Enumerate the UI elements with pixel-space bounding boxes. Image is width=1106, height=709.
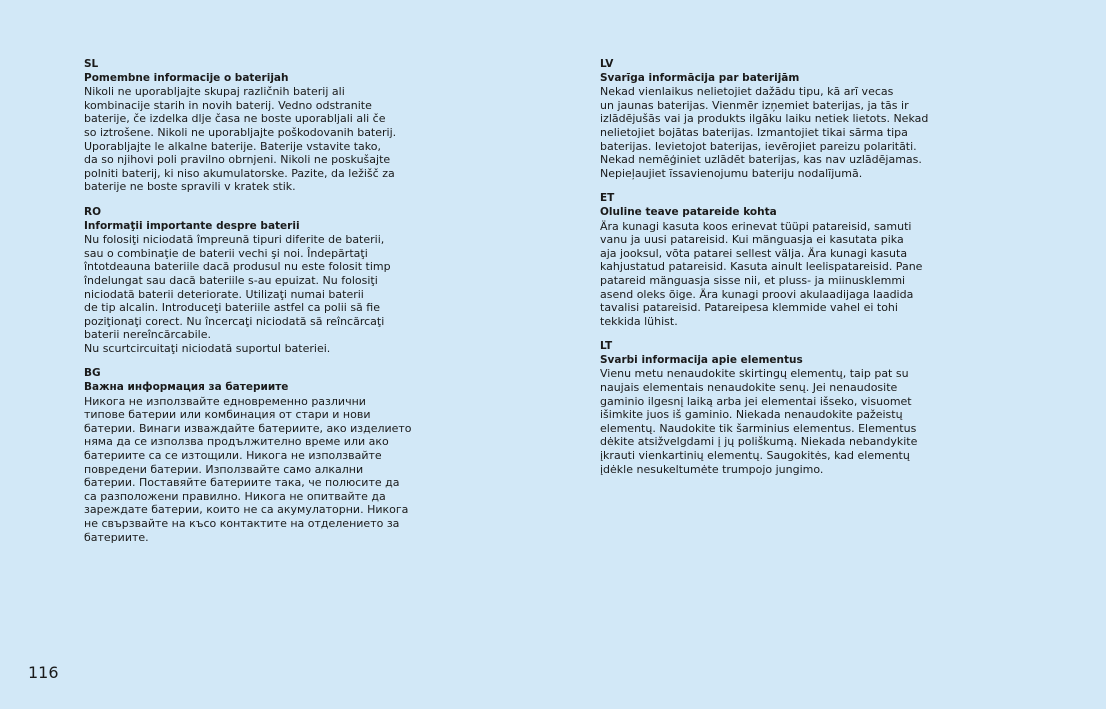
section-body: Никога не използвайте едновременно различни типове батерии или комбинация от стари и нови батерии. Винаги изваждайте батериите, ако изделието няма да се използва продължително време или ако батериите са се изтощили. Никога не използвайте повредени батерии. Използвайте само алкални батерии. Поставяйте батериите така, че полюсите да са разположени правилно. Никога не опитвайте да зареждате батерии, които не са акумулаторни. Никога не свързвайте на късо контактите на отделението за батериите. xyxy=(84,394,412,544)
language-code: LT xyxy=(600,340,613,353)
language-code: BG xyxy=(84,367,101,380)
left-column xyxy=(84,58,429,556)
section-lt xyxy=(600,340,945,476)
section-heading: Pomembne informacije o baterijah xyxy=(84,71,289,84)
section-heading: Informaţii importante despre baterii xyxy=(84,219,300,232)
language-code: SL xyxy=(84,58,99,70)
language-code: RO xyxy=(84,205,102,218)
section-lv xyxy=(600,58,945,180)
section-ro xyxy=(84,206,429,356)
language-code: ET xyxy=(600,192,615,205)
section-sl xyxy=(84,58,429,194)
section-heading: Svarbi informacija apie elementus xyxy=(600,353,803,366)
section-et xyxy=(600,192,945,328)
section-bg xyxy=(84,367,429,544)
section-body: Ära kunagi kasuta koos erinevat tüüpi patareisid, samuti vanu ja uusi patareisid. Kui mänguasja ei kasutata pika aja jooksul, võta patarei sellest välja. Ära kunagi kasuta kahjustatud patareisid. Kasuta ainult leelispatareisid. Pane patareid mänguasja sisse nii, et pluss- ja miinusklemmi asend oleks õige. Ära kunagi proovi akulaadijaga laadida tavalisi patareisid. Patareipesa klemmide vahel ei tohi tekkida lühist. xyxy=(600,219,923,328)
section-heading: Oluline teave patareide kohta xyxy=(600,205,777,218)
section-body: Nekad vienlaikus nelietojiet dažādu tipu, kā arī vecas un jaunas baterijas. Vienmēr izņemiet baterijas, ja tās ir izlādējušās vai ja produkts ilgāku laiku netiek lietots. Nekad nelietojiet bojātas baterijas. Izmantojiet tikai sārma tipa baterijas. Ievietojot baterijas, ievērojiet pareizu polaritāti. Nekad nemēģiniet uzlādēt baterijas, kas nav uzlādējamas. Nepieļaujiet īssavienojumu bateriju nodalījumā. xyxy=(600,85,929,180)
right-column xyxy=(600,58,945,488)
section-heading: Svarīga informācija par baterijām xyxy=(600,71,800,84)
section-body: Nikoli ne uporabljajte skupaj različnih baterij ali kombinacije starih in novih baterij. Vedno odstranite baterije, če izdelka dlje časa ne boste uporabljali ali če so iztrošene. Nikoli ne uporabljajte poškodovanih baterij. Uporabljajte le alkalne baterije. Baterije vstavite tako, da so njihovi poli pravilno obrnjeni. Nikoli ne poskušajte polniti baterij, ki niso akumulatorske. Pazite, da ležišč za baterije ne boste spravili v kratek stik. xyxy=(84,85,397,194)
section-body: Nu folosiţi niciodată împreună tipuri diferite de baterii, sau o combinaţie de baterii vechi şi noi. Îndepărtaţi întotdeauna bateriile dacă produsul nu este folosit timp îndelungat sau dacă bateriile s-au epuizat. Nu folosiţi niciodată baterii deteriorate. Utilizaţi numai baterii de tip alcalin. Introduceţi bateriile astfel ca polii să fie poziţionaţi corect. Nu încercaţi niciodată să reîncărcaţi baterii nereîncărcabile. Nu scurtcircuitaţi niciodată suportul bateriei. xyxy=(84,233,391,355)
page-number: 116 xyxy=(28,663,59,682)
section-heading: Важна информация за батериите xyxy=(84,381,289,394)
language-code: LV xyxy=(600,58,614,70)
section-body: Vienu metu nenaudokite skirtingų elementų, taip pat su naujais elementais nenaudokite senų. Jei nenaudosite gaminio ilgesnį laiką arba jei elementai išseko, visuomet išimkite juos iš gaminio. Niekada nenaudokite pažeistų elementų. Naudokite tik šarminius elementus. Elementus dėkite atsižvelgdami į jų poliškumą. Niekada nebandykite įkrauti vienkartinių elementų. Saugokitės, kad elementų įdėkle nesukeltumėte trumpojo jungimo. xyxy=(600,367,918,476)
